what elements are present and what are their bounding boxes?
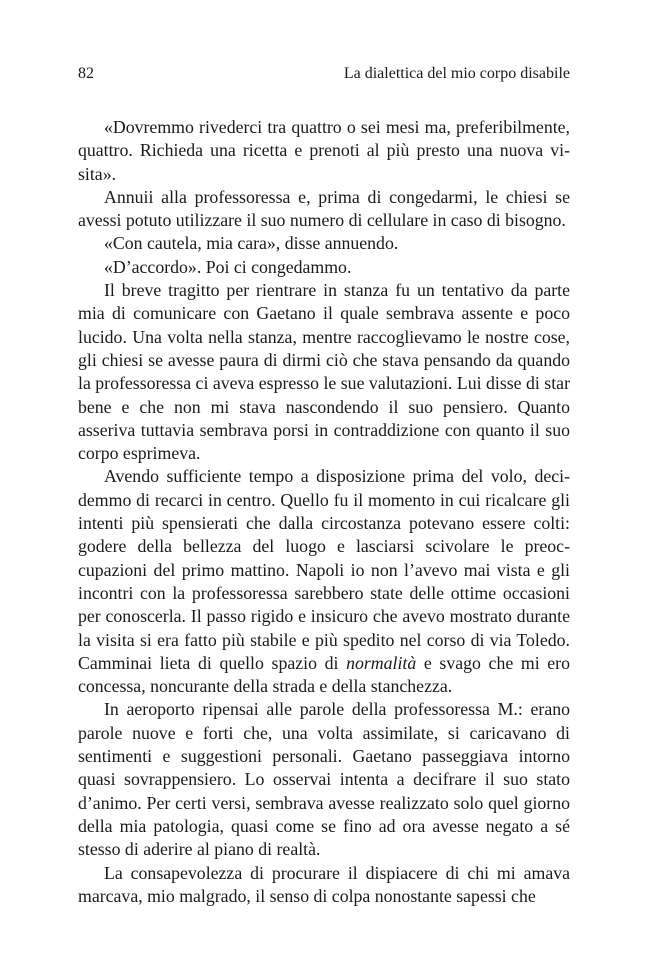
- page-number: 82: [78, 65, 94, 82]
- paragraph: La consapevolezza di procurare il dispiacere di chi mi amava marcava, mio malgrado, il senso di colpa nonostante sapessi che: [78, 862, 570, 906]
- running-title: La dialettica del mio corpo disabile: [343, 65, 570, 82]
- paragraph: «Con cautela, mia cara», disse annuendo.: [104, 233, 399, 254]
- paragraph: [78, 465, 570, 698]
- emphasis-word: normalità: [346, 652, 417, 673]
- paragraph: In aeroporto ripensai alle parole della professoressa M.: erano parole nuove e forti che, una volta assimilate, si caricavano di sentimenti e suggestioni personali. Gaetano passeggiava intorno quasi sovrappensiero. Lo osservai intenta a decifrare il suo stato d’animo. Per certi versi, sembrava avesse realizzato solo quel giorno della mia patologia, quasi come se fino ad ora avesse negato a sé stesso di aderire al piano di realtà.: [78, 699, 570, 860]
- paragraph: «Dovremmo rivederci tra quattro o sei mesi ma, preferibilmente, quattro. Richieda una ricetta e prenoti al più presto una nuova visita».: [78, 117, 570, 184]
- paragraph: «D’accordo». Poi ci congedammo.: [104, 256, 352, 277]
- paragraph: Annuii alla professoressa e, prima di congedarmi, le chiesi se avessi potuto utilizzare il suo numero di cellulare in caso di bisogno.: [78, 186, 570, 231]
- paragraph: Il breve tragitto per rientrare in stanza fu un tentativo da parte mia di comunicare con Gaetano il quale sembrava assente e poco lucido. Una volta nella stanza, mentre raccoglievamo le nostre cose, gli chiesi se avesse paura di dirmi ciò che stava pensando da quando la professoressa ci aveva espresso le sue valutazioni. Lui disse di star bene e che non mi stava nascondendo il suo pensiero. Quanto asseriva tuttavia sembrava porsi in contraddizione con quanto il suo corpo esprimeva.: [78, 280, 570, 464]
- paragraph-text: Avendo sufficiente tempo a disposizione prima del volo, decidemmo di recarci in centro. Quello fu il momento in cui ricalcare gli intenti più spensierati che dalla circostanza potevano essere colti: godere della bellezza del luogo e lasciarsi scivolare le preoccupazioni del primo mattino. Napoli io non l’avevo mai vista e gli incontri con la professoressa sarebbero state delle ottime occasioni per conoscerla. Il passo rigido e insicuro che avevo mostrato durante la visita si era fatto più stabile e più spedito nel corso di via Toledo. Camminai lieta di quello spazio di: [78, 466, 570, 673]
- running-header: [78, 64, 570, 84]
- body-text: [78, 116, 570, 908]
- paragraph-text: e svago che mi ero concessa, noncurante della strada e della stanchezza.: [78, 652, 570, 697]
